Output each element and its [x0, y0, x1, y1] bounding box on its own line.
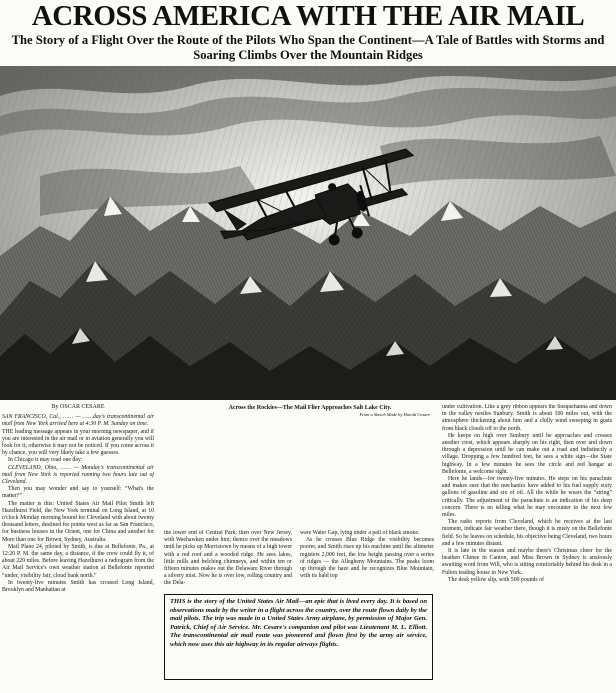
subheadline: The Story of a Flight Over the Route of the Pilots Who Span the Continent—A Tale of Battles with Storms and Soaring Climbs Over the Mountain Ridges — [11, 33, 605, 62]
editor-note-box — [164, 594, 433, 680]
article-paragraph: In twenty-five minutes Smith has crossed Long Island, Brooklyn and Manhattan at — [2, 579, 154, 594]
editor-note-text: THIS is the story of the United States Air Mail—an epic that is lived every day. It is based on observations made by the writer in a flight across the country, over the route flown daily by the mail pilots. The trip was made in a United States Army airplane, by permission of Major Gen. Patrick, Chief of Air Service. Mr. Cesare's companion and pilot was Lieutenant M. L. Elliott. The transcontinental air mail route was pioneered and flown first by the army air service, which now uses this air highway in its regular airways flights. — [170, 598, 427, 648]
article-paragraph: As he crosses Blue Ridge the visibility becomes poorer, and Smith rises up his machine until the altimeter registers 2,000 feet, the low height passing over a series of ridges — the Allegheny Mountains. The peaks loom up through the haze and he recognizes Blue Mountain, with its bald top — [300, 537, 434, 580]
article-paragraph: THE leading message appears in your morning newspaper, and if you are interested in the air mail or in aviation generally you will look for it; otherwise it may not be noticed. If you come across it by chance, you will very likely take a few guesses. — [2, 428, 154, 457]
article-paragraph: The radio reports from Cleveland, which he receives at the last moment, indicate fair weather there, though it is misty on the Bellefonte field. So he leaves on schedule, his objective being Cleveland, two hours and a few minutes distant. — [442, 519, 612, 547]
article-paragraph: The desk yellow slip, with 500 pounds of — [448, 576, 544, 583]
article-column-4 — [442, 404, 612, 690]
illustration-credit: From a Sketch Made by Harold Cesare — [359, 412, 430, 417]
article-paragraph: ware Water Gap, lying under a pall of black smoke. — [300, 530, 420, 536]
article-paragraph: SAN FRANCISCO, Cal., …… — ……day's transcontinental air mail from New York arrived here at 4:30 P. M. Sunday on time. — [2, 414, 154, 428]
article-column-2 — [164, 530, 292, 592]
article-paragraph: the lower end of Central Park; then over New Jersey, with Weehawken under him; thence over the meadows until he picks up Morristown by means of a high tower with a red roof and a wooded ridge. He sees lakes, little mills and belching chimneys, and within ten or fifteen minutes makes out the Delaware River through a silvery mist. Now he is over low, rolling country and the Dela- — [164, 530, 292, 587]
headline: ACROSS AMERICA WITH THE AIR MAIL — [31, 0, 585, 32]
airplane-over-mountains-illustration — [0, 66, 616, 400]
article-column-1 — [2, 404, 154, 690]
article-paragraph: Then you may wonder and say to yourself: “What's the matter?” — [2, 486, 154, 500]
article-paragraph: The matter is this: United States Air Mail Pilot Smith left Hazelhurst Field, the New York terminal on Long Island, at 10 o'clock Monday morning bound for Cleveland with about twenty thousand letters, destined for points west as far as San Francisco, for business houses in the Orient, one for China and another for More than one for Brown, Sydney, Australia. — [2, 500, 154, 543]
article-paragraph: under cultivation. Like a grey ribbon appears the Susquehanna and down in the valley nestles Sunbury. Smith is about 100 miles out, with the atmosphere thickening about him and a chilly wind sweeping in gusts from black clouds off to the north. — [442, 404, 612, 432]
illustration-caption-block — [190, 400, 430, 418]
article-paragraph: In Chicago it may read one day: — [8, 457, 83, 464]
article-column-3 — [300, 530, 434, 592]
article-paragraph: He keeps on high over Sunbury until he approaches and crosses another crest, which appears sharply on his right, then over and down through a depression until he can make out a road and indistinctly a village. Dropping a few hundred feet, he sees a white sign—the State highway. In a few minutes he sees the circle and red hangar at Bellefonte, a welcome sight. — [442, 432, 612, 475]
article-paragraph: It is late in the season and maybe there's Christmas cheer for the heathen Chinee in Canton, and Miss Brown in Sydney is anxiously awaiting word from Will, who is sitting comfortably behind his desk in a Fulton trading house in New York. — [442, 548, 612, 576]
illustration-caption: Across the Rockies—The Mail Flier Approaches Salt Lake City. — [228, 405, 392, 411]
article-paragraph: Mail Plane 24, piloted by Smith, is due at Bellefonte, Pa., at 12:20 P. M. the same day, a distance, if the crew could fly it, of about 220 miles. Before leaving Hazelhurst a radiogram from the Air Mail Service's own weather station at Bellefonte reported “under, visibility fair, cloud bank north.” — [2, 543, 154, 579]
byline: By OSCAR CESARE — [51, 404, 105, 410]
illustration — [0, 66, 616, 400]
article-paragraph: Here he lands—for twenty-five minutes. He steps on his parachute and makes sure that the mechanics have added to his fuel supply sixty gallons of gasoline and six of oil. All the while he wears the “string” critically. The adjustment of the parachute is an indication of his deep concern. There is no telling what he may encounter in the next few miles. — [442, 476, 612, 519]
article-paragraph: CLEVELAND, Ohio, …… — Monday's transcontinental air mail from New York is reported running two hours late out of Cleveland. — [2, 464, 154, 486]
